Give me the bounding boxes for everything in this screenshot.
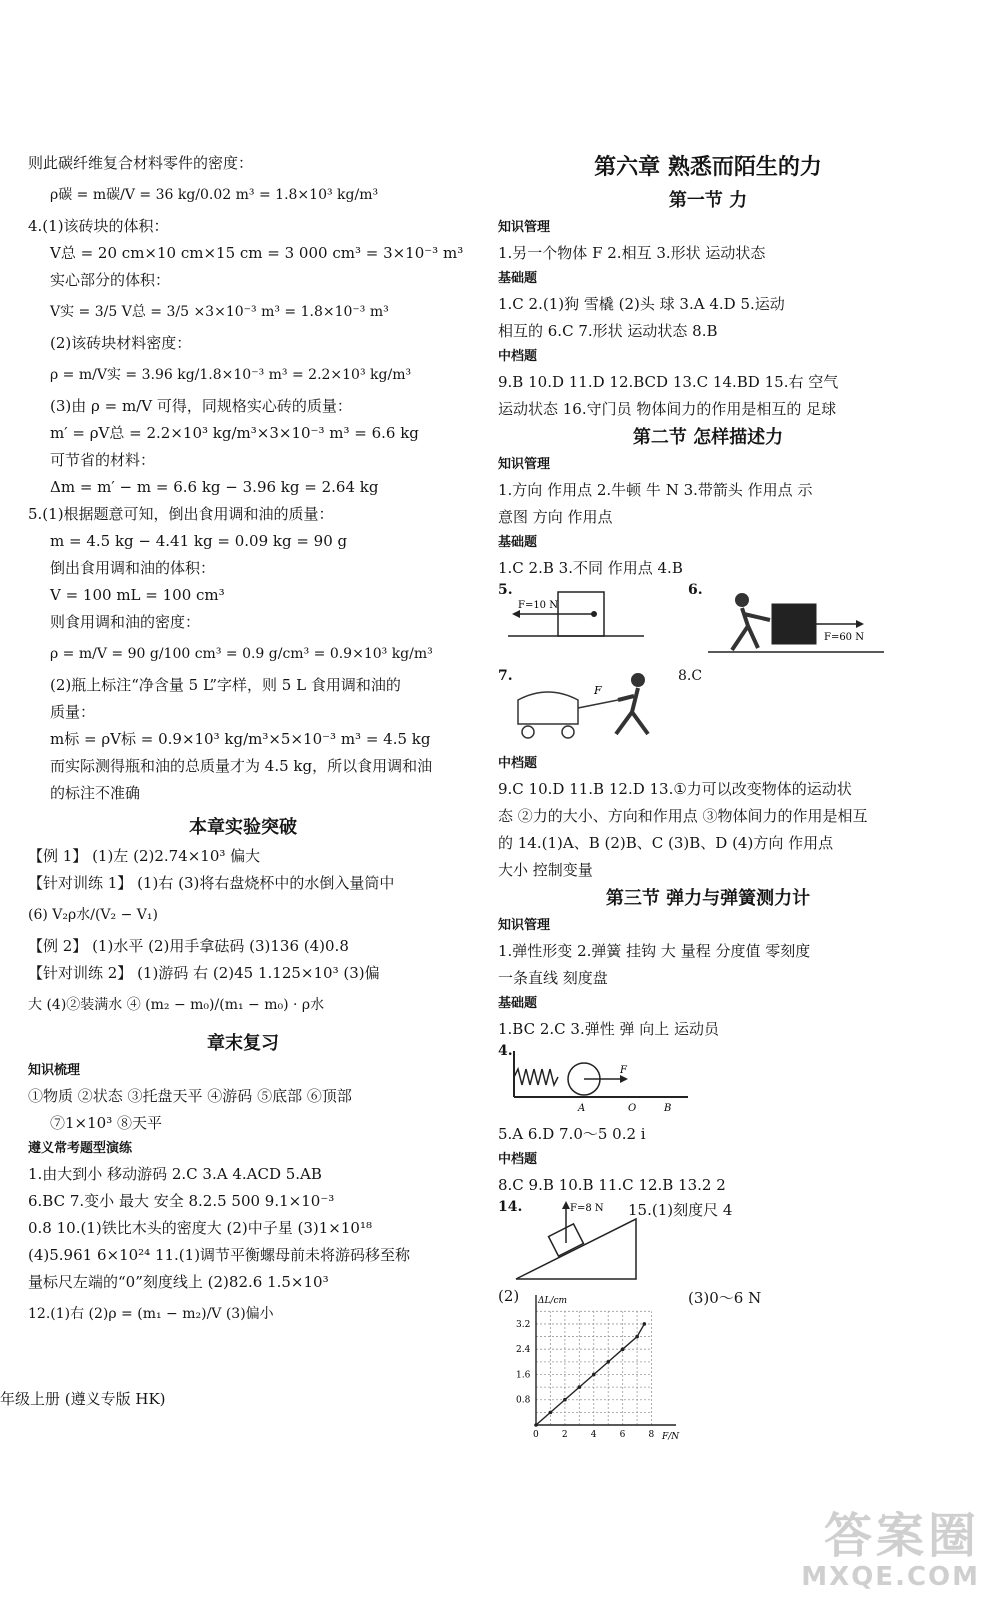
- text-line: 1.由大到小 移动游码 2.C 3.A 4.ACD 5.AB: [28, 1165, 322, 1183]
- equation: V总 = 20 cm×10 cm×15 cm = 3 000 cm³ = 3×10⁻³ m³: [50, 244, 464, 262]
- text-line: 1.BC 2.C 3.弹性 弹 向上 运动员: [498, 1020, 720, 1038]
- equation: ρ碳 = m碳/V = 36 kg/0.02 m³ = 1.8×10³ kg/m³: [50, 187, 379, 203]
- text-line: ⑦1×10³ ⑧天平: [50, 1114, 162, 1132]
- x-tick-label: 8: [648, 1430, 655, 1440]
- data-point: [592, 1373, 596, 1377]
- spring-diagram: [508, 1047, 698, 1119]
- text-line: 1.另一个物体 F 2.相互 3.形状 运动状态: [498, 244, 766, 262]
- figure-area-incline: [498, 1199, 918, 1287]
- text-line: 0.8 10.(1)铁比木头的密度大 (2)中子星 (3)1×10¹⁸: [28, 1219, 372, 1237]
- question-number: 4.: [498, 1043, 513, 1059]
- text-line: 而实际测得瓶和油的总质量才为 4.5 kg，所以食用调和油: [50, 757, 433, 775]
- equation: m′ = ρV总 = 2.2×10³ kg/m³×3×10⁻³ m³ = 6.6 kg: [50, 424, 419, 442]
- section-title: 第一节 力: [668, 190, 748, 211]
- text-line: (2)瓶上标注“净含量 5 L”字样，则 5 L 食用调和油的: [50, 676, 401, 694]
- equation: ρ = m/V实 = 3.96 kg/1.8×10⁻³ m³ = 2.2×10³ kg/m³: [50, 367, 412, 383]
- text-line: 大小 控制变量: [498, 861, 593, 879]
- spring-extension-chart: [508, 1289, 688, 1445]
- text-line: 实心部分的体积：: [50, 271, 171, 289]
- text-line: 4.(1)该砖块的体积：: [28, 217, 169, 235]
- subheading: 知识管理: [498, 220, 551, 235]
- answer-text: 8.C: [678, 668, 703, 684]
- force-diagram-push: [708, 586, 888, 658]
- text-line: 8.C 9.B 10.B 11.C 12.B 13.2 2: [498, 1176, 726, 1194]
- force-label: F: [620, 1065, 627, 1076]
- point-label: O: [628, 1103, 637, 1114]
- text-line: 倒出食用调和油的体积：: [50, 559, 216, 577]
- text-line: 量标尺左端的“0”刻度线上 (2)82.6 1.5×10³: [28, 1273, 329, 1291]
- data-point: [621, 1347, 625, 1351]
- text-line: 则此碳纤维复合材料零件的密度：: [28, 154, 254, 172]
- data-point: [635, 1335, 639, 1339]
- question-number: 6.: [688, 582, 703, 598]
- data-point: [606, 1360, 610, 1364]
- equation: V = 100 mL = 100 cm³: [50, 586, 225, 604]
- subheading: 知识管理: [498, 457, 551, 472]
- text-line: 【例 1】 (1)左 (2)2.74×10³ 偏大: [28, 847, 261, 865]
- force-label: F=10 N: [518, 600, 558, 611]
- text-line: 【针对训练 2】 (1)游码 右 (2)45 1.125×10³ (3)偏: [28, 964, 380, 982]
- y-tick-label: 2.4: [516, 1345, 531, 1356]
- chapter-title: 第六章 熟悉而陌生的力: [594, 155, 822, 180]
- text-line: 1.方向 作用点 2.牛顿 牛 N 3.带箭头 作用点 示: [498, 481, 813, 499]
- question-number: 14.: [498, 1199, 523, 1215]
- text-line: 1.C 2.(1)狗 雪橇 (2)头 球 3.A 4.D 5.运动: [498, 295, 785, 313]
- equation: (6) V₂ρ水/(V₂ − V₁): [28, 907, 158, 923]
- data-point: [563, 1398, 567, 1402]
- x-tick-label: 2: [561, 1430, 568, 1440]
- subheading: 中档题: [498, 349, 538, 364]
- text-line: (2)该砖块材料密度：: [50, 334, 192, 352]
- page-footer: 年级上册 (遵义专版 HK): [0, 1390, 166, 1408]
- equation: m标 = ρV标 = 0.9×10³ kg/m³×5×10⁻³ m³ = 4.5 kg: [50, 730, 431, 748]
- x-axis-label: F/N: [662, 1432, 680, 1442]
- force-diagram-box: [508, 586, 648, 646]
- incline-diagram: [512, 1199, 642, 1283]
- text-line: 1.C 2.B 3.不同 作用点 4.B: [498, 559, 683, 577]
- subheading: 中档题: [498, 756, 538, 771]
- text-line: 1.弹性形变 2.弹簧 挂钩 大 量程 分度值 零刻度: [498, 942, 811, 960]
- text-line: 意图 方向 作用点: [498, 508, 613, 526]
- subheading: 中档题: [498, 1152, 538, 1167]
- text-line: 【针对训练 1】 (1)右 (3)将右盘烧杯中的水倒入量筒中: [28, 874, 395, 892]
- question-number: (2): [498, 1287, 520, 1305]
- force-label: F: [594, 684, 602, 697]
- section-title: 第二节 怎样描述力: [632, 427, 784, 448]
- text-line: 运动状态 16.守门员 物体间力的作用是相互的 足球: [498, 400, 837, 418]
- text-line: 9.C 10.D 11.B 12.D 13.①力可以改变物体的运动状: [498, 780, 852, 798]
- text-line: 5.(1)根据题意可知，倒出食用调和油的质量：: [28, 505, 334, 523]
- x-tick-label: 6: [619, 1430, 626, 1440]
- y-tick-label: 1.6: [516, 1370, 531, 1381]
- section-title: 第三节 弹力与弹簧测力计: [605, 888, 811, 909]
- figure-area-spring: [498, 1043, 918, 1121]
- subheading: 基础题: [498, 271, 538, 286]
- text-line: ①物质 ②状态 ③托盘天平 ④游码 ⑤底部 ⑥顶部: [28, 1087, 352, 1105]
- x-tick-label: 0: [533, 1430, 539, 1440]
- text-line: (3)由 ρ = m/V 可得，同规格实心砖的质量：: [50, 397, 352, 415]
- subheading: 基础题: [498, 996, 538, 1011]
- text-line: (4)5.961 6×10²⁴ 11.(1)调节平衡螺母前未将游码移至称: [28, 1246, 411, 1264]
- text-line: 9.B 10.D 11.D 12.BCD 13.C 14.BD 15.右 空气: [498, 373, 839, 391]
- text-line: 质量：: [50, 703, 96, 721]
- data-point: [643, 1322, 647, 1326]
- equation: 12.(1)右 (2)ρ = (m₁ − m₂)/V (3)偏小: [28, 1306, 274, 1322]
- subheading: 基础题: [498, 535, 538, 550]
- text-line: 6.BC 7.变小 最大 安全 8.2.5 500 9.1×10⁻³: [28, 1192, 335, 1210]
- section-title-experiment: 本章实验突破: [189, 817, 297, 838]
- force-diagram-pull: [508, 668, 668, 748]
- equation: Δm = m′ − m = 6.6 kg − 3.96 kg = 2.64 kg: [50, 478, 379, 496]
- equation: 大 (4)②装满水 ④ (m₂ − m₀)/(m₁ − m₀) · ρ水: [28, 997, 325, 1013]
- point-label: A: [578, 1103, 586, 1114]
- y-tick-label: 0.8: [516, 1395, 531, 1406]
- text-line: 相互的 6.C 7.形状 运动状态 8.B: [498, 322, 718, 340]
- figure-area-graph: [498, 1287, 918, 1447]
- force-label: F=60 N: [824, 632, 864, 643]
- text-line: 的 14.(1)A、B (2)B、C (3)B、D (4)方向 作用点: [498, 834, 834, 852]
- right-column: [498, 150, 918, 1447]
- question-number: 7.: [498, 668, 513, 684]
- question-number: 5.: [498, 582, 513, 598]
- subheading: 知识管理: [498, 918, 551, 933]
- point-label: B: [664, 1103, 672, 1114]
- subheading: 知识梳理: [28, 1063, 81, 1078]
- x-tick-label: 4: [590, 1430, 597, 1440]
- equation: ρ = m/V = 90 g/100 cm³ = 0.9 g/cm³ = 0.9×10³ kg/m³: [50, 646, 433, 662]
- data-point: [578, 1385, 582, 1389]
- force-label: F=8 N: [570, 1203, 604, 1214]
- text-line: 态 ②力的大小、方向和作用点 ③物体间力的作用是相互: [498, 807, 868, 825]
- answer-text: (3)0～6 N: [688, 1289, 762, 1307]
- subheading: 遵义常考题型演练: [28, 1141, 133, 1156]
- text-line: 5.A 6.D 7.0～5 0.2 i: [498, 1125, 646, 1143]
- text-line: 的标注不准确: [50, 784, 141, 802]
- y-tick-label: 3.2: [516, 1319, 531, 1330]
- text-line: 则食用调和油的密度：: [50, 613, 201, 631]
- watermark-logo: [801, 1497, 980, 1592]
- y-axis-label: ΔL/cm: [538, 1296, 568, 1306]
- section-title-review: 章末复习: [207, 1033, 279, 1054]
- data-point: [549, 1411, 553, 1415]
- text-line: 【例 2】 (1)水平 (2)用手拿砝码 (3)136 (4)0.8: [28, 937, 349, 955]
- watermark-text: 答案圈: [823, 1508, 980, 1564]
- data-point: [534, 1423, 538, 1427]
- text-line: 一条直线 刻度盘: [498, 969, 608, 987]
- figure-area-forces: [498, 582, 918, 752]
- left-column: [28, 150, 464, 1332]
- text-line: 可节省的材料：: [50, 451, 156, 469]
- answer-text: 15.(1)刻度尺 4: [628, 1201, 733, 1219]
- watermark-url: MXQE.COM: [801, 1562, 980, 1592]
- equation: m = 4.5 kg − 4.41 kg = 0.09 kg = 90 g: [50, 532, 348, 550]
- equation: V实 = 3/5 V总 = 3/5 ×3×10⁻³ m³ = 1.8×10⁻³ m³: [50, 304, 389, 320]
